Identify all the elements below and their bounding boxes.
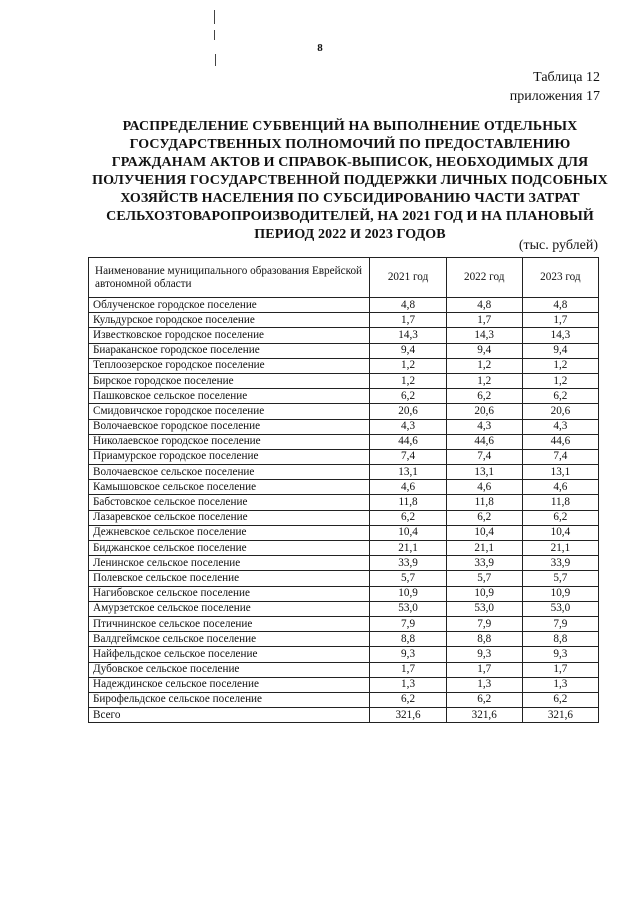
value-2021: 6,2 — [370, 692, 446, 707]
municipality-name: Волочаевское городское поселение — [89, 419, 370, 434]
table-row — [89, 328, 599, 343]
value-2023: 1,7 — [522, 662, 598, 677]
table-row — [89, 495, 599, 510]
table-row — [89, 556, 599, 571]
municipality-name: Всего — [89, 708, 370, 723]
table-row — [89, 313, 599, 328]
value-2023: 21,1 — [522, 541, 598, 556]
units-note: (тыс. рублей) — [518, 238, 598, 253]
value-2023: 5,7 — [522, 571, 598, 586]
scan-mark — [215, 54, 216, 66]
value-2022: 11,8 — [446, 495, 522, 510]
value-2023: 7,9 — [522, 616, 598, 631]
value-2021: 9,4 — [370, 343, 446, 358]
table-reference-line-1: Таблица 12 — [533, 70, 600, 85]
scan-mark — [214, 30, 215, 40]
table-row — [89, 419, 599, 434]
municipality-name: Дежневское сельское поселение — [89, 525, 370, 540]
table-row — [89, 465, 599, 480]
value-2023: 10,9 — [522, 586, 598, 601]
table-row — [89, 449, 599, 464]
value-2022: 1,2 — [446, 358, 522, 373]
table-row — [89, 373, 599, 388]
municipality-name: Полевское сельское поселение — [89, 571, 370, 586]
table-body — [89, 298, 599, 723]
value-2023: 6,2 — [522, 389, 598, 404]
municipality-name: Николаевское городское поселение — [89, 434, 370, 449]
value-2021: 1,2 — [370, 373, 446, 388]
municipality-name: Известковское городское поселение — [89, 328, 370, 343]
value-2021: 21,1 — [370, 541, 446, 556]
table-reference-line-2: приложения 17 — [509, 89, 600, 104]
value-2023: 4,3 — [522, 419, 598, 434]
table-row — [89, 632, 599, 647]
table-row — [89, 541, 599, 556]
value-2022: 8,8 — [446, 632, 522, 647]
municipality-name: Биараканское городское поселение — [89, 343, 370, 358]
value-2023: 14,3 — [522, 328, 598, 343]
table-row — [89, 647, 599, 662]
value-2023: 1,7 — [522, 313, 598, 328]
table-row — [89, 343, 599, 358]
value-2023: 13,1 — [522, 465, 598, 480]
municipality-name: Приамурское городское поселение — [89, 449, 370, 464]
value-2022: 44,6 — [446, 434, 522, 449]
value-2021: 6,2 — [370, 389, 446, 404]
table-row — [89, 389, 599, 404]
municipality-name: Облученское городское поселение — [89, 298, 370, 313]
value-2022: 7,9 — [446, 616, 522, 631]
value-2022: 1,7 — [446, 313, 522, 328]
table-row — [89, 708, 599, 723]
value-2022: 13,1 — [446, 465, 522, 480]
value-2021: 6,2 — [370, 510, 446, 525]
value-2022: 6,2 — [446, 389, 522, 404]
value-2023: 7,4 — [522, 449, 598, 464]
value-2021: 7,9 — [370, 616, 446, 631]
value-2023: 53,0 — [522, 601, 598, 616]
value-2023: 1,2 — [522, 373, 598, 388]
municipality-name: Волочаевское сельское поселение — [89, 465, 370, 480]
value-2021: 1,2 — [370, 358, 446, 373]
value-2022: 9,3 — [446, 647, 522, 662]
value-2023: 9,4 — [522, 343, 598, 358]
value-2021: 1,7 — [370, 662, 446, 677]
municipality-name: Лазаревское сельское поселение — [89, 510, 370, 525]
value-2022: 7,4 — [446, 449, 522, 464]
value-2023: 4,8 — [522, 298, 598, 313]
document-title: РАСПРЕДЕЛЕНИЕ СУБВЕНЦИЙ НА ВЫПОЛНЕНИЕ ОТДЕЛЬНЫХ ГОСУДАРСТВЕННЫХ ПОЛНОМОЧИЙ ПО ПРЕДОСТАВЛЕНИЮ ГРАЖДАНАМ АКТОВ И СПРАВОК-ВЫПИСОК, НЕОБХОДИМЫХ ДЛЯ ПОЛУЧЕНИЯ ГОСУДАРСТВЕННОЙ ПОДДЕРЖКИ ЛИЧНЫХ ПОДСОБНЫХ ХОЗЯЙСТВ НАСЕЛЕНИЯ ПО СУБСИДИРОВАНИЮ ЧАСТИ ЗАТРАТ СЕЛЬХОЗТОВАРОПРОИЗВОДИТЕЛЕЙ, НА 2021 ГОД И НА ПЛАНОВЫЙ ПЕРИОД 2022 И 2023 ГОДОВ — [92, 119, 608, 242]
municipality-name: Теплоозерское городское поселение — [89, 358, 370, 373]
municipality-name: Валдгеймское сельское поселение — [89, 632, 370, 647]
table-row — [89, 662, 599, 677]
value-2022: 10,9 — [446, 586, 522, 601]
table-row — [89, 404, 599, 419]
value-2021: 33,9 — [370, 556, 446, 571]
value-2021: 11,8 — [370, 495, 446, 510]
value-2023: 321,6 — [522, 708, 598, 723]
value-2022: 4,6 — [446, 480, 522, 495]
value-2023: 11,8 — [522, 495, 598, 510]
value-2021: 5,7 — [370, 571, 446, 586]
value-2022: 4,3 — [446, 419, 522, 434]
table-row — [89, 434, 599, 449]
value-2023: 6,2 — [522, 510, 598, 525]
value-2022: 6,2 — [446, 510, 522, 525]
header-municipality: Наименование муниципального образования Еврейской автономной области — [89, 258, 370, 298]
value-2021: 4,3 — [370, 419, 446, 434]
table-row — [89, 298, 599, 313]
municipality-name: Бабстовское сельское поселение — [89, 495, 370, 510]
header-2021: 2021 год — [370, 258, 446, 298]
table-row — [89, 601, 599, 616]
value-2022: 33,9 — [446, 556, 522, 571]
value-2022: 1,2 — [446, 373, 522, 388]
value-2021: 20,6 — [370, 404, 446, 419]
municipality-name: Амурзетское сельское поселение — [89, 601, 370, 616]
value-2023: 1,2 — [522, 358, 598, 373]
value-2022: 10,4 — [446, 525, 522, 540]
value-2022: 321,6 — [446, 708, 522, 723]
table-row — [89, 571, 599, 586]
value-2023: 1,3 — [522, 677, 598, 692]
value-2021: 7,4 — [370, 449, 446, 464]
value-2022: 1,7 — [446, 662, 522, 677]
value-2022: 14,3 — [446, 328, 522, 343]
municipality-name: Бирское городское поселение — [89, 373, 370, 388]
municipality-name: Пашковское сельское поселение — [89, 389, 370, 404]
municipality-name: Найфельдское сельское поселение — [89, 647, 370, 662]
value-2021: 53,0 — [370, 601, 446, 616]
subsidy-table — [88, 257, 599, 723]
header-2022: 2022 год — [446, 258, 522, 298]
table-row — [89, 358, 599, 373]
value-2021: 1,7 — [370, 313, 446, 328]
municipality-name: Камышовское сельское поселение — [89, 480, 370, 495]
value-2022: 53,0 — [446, 601, 522, 616]
municipality-name: Биджанское сельское поселение — [89, 541, 370, 556]
value-2021: 4,8 — [370, 298, 446, 313]
value-2021: 10,9 — [370, 586, 446, 601]
table-row — [89, 480, 599, 495]
value-2022: 1,3 — [446, 677, 522, 692]
table-row — [89, 510, 599, 525]
table-reference — [510, 68, 600, 106]
value-2023: 8,8 — [522, 632, 598, 647]
table-header-row — [89, 258, 599, 298]
municipality-name: Смидовичское городское поселение — [89, 404, 370, 419]
value-2021: 8,8 — [370, 632, 446, 647]
municipality-name: Птичнинское сельское поселение — [89, 616, 370, 631]
municipality-name: Нагибовское сельское поселение — [89, 586, 370, 601]
header-2023: 2023 год — [522, 258, 598, 298]
table-row — [89, 525, 599, 540]
municipality-name: Ленинское сельское поселение — [89, 556, 370, 571]
municipality-name: Бирофельдское сельское поселение — [89, 692, 370, 707]
table-row — [89, 677, 599, 692]
value-2023: 33,9 — [522, 556, 598, 571]
table-row — [89, 692, 599, 707]
scan-mark — [214, 10, 215, 24]
page-number: 8 — [317, 42, 323, 54]
value-2023: 4,6 — [522, 480, 598, 495]
value-2022: 21,1 — [446, 541, 522, 556]
value-2023: 44,6 — [522, 434, 598, 449]
value-2021: 321,6 — [370, 708, 446, 723]
municipality-name: Надеждинское сельское поселение — [89, 677, 370, 692]
value-2022: 5,7 — [446, 571, 522, 586]
value-2022: 4,8 — [446, 298, 522, 313]
value-2022: 9,4 — [446, 343, 522, 358]
municipality-name: Кульдурское городское поселение — [89, 313, 370, 328]
municipality-name: Дубовское сельское поселение — [89, 662, 370, 677]
value-2021: 9,3 — [370, 647, 446, 662]
value-2023: 6,2 — [522, 692, 598, 707]
value-2021: 4,6 — [370, 480, 446, 495]
value-2023: 10,4 — [522, 525, 598, 540]
value-2023: 9,3 — [522, 647, 598, 662]
table-row — [89, 616, 599, 631]
value-2021: 44,6 — [370, 434, 446, 449]
value-2021: 1,3 — [370, 677, 446, 692]
value-2023: 20,6 — [522, 404, 598, 419]
table-row — [89, 586, 599, 601]
value-2021: 10,4 — [370, 525, 446, 540]
value-2022: 20,6 — [446, 404, 522, 419]
value-2022: 6,2 — [446, 692, 522, 707]
value-2021: 14,3 — [370, 328, 446, 343]
value-2021: 13,1 — [370, 465, 446, 480]
